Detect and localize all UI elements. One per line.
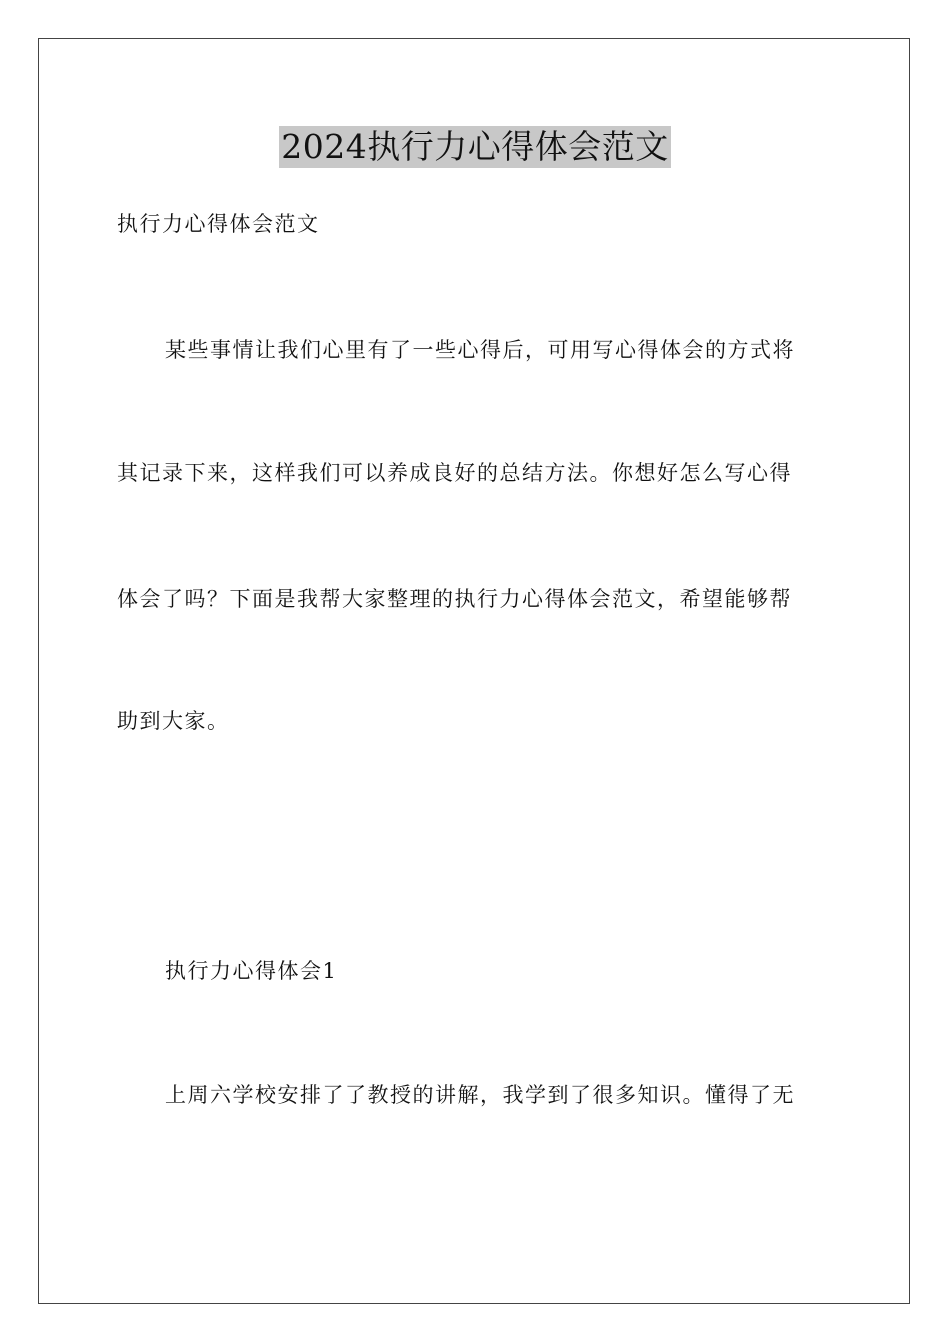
intro-line-2: 其记录下来，这样我们可以养成良好的总结方法。你想好怎么写心得 [117, 461, 792, 485]
document-title: 2024执行力心得体会范文 [281, 127, 669, 166]
title-container [0, 126, 950, 168]
intro-line-4: 助到大家。 [117, 709, 230, 733]
section-first-line: 上周六学校安排了了教授的讲解，我学到了很多知识。懂得了无 [165, 1083, 795, 1107]
section-heading: 执行力心得体会1 [165, 959, 338, 983]
document-subtitle: 执行力心得体会范文 [117, 212, 320, 236]
intro-line-3: 体会了吗？下面是我帮大家整理的执行力心得体会范文，希望能够帮 [117, 587, 792, 611]
intro-line-1: 某些事情让我们心里有了一些心得后，可用写心得体会的方式将 [165, 338, 795, 362]
